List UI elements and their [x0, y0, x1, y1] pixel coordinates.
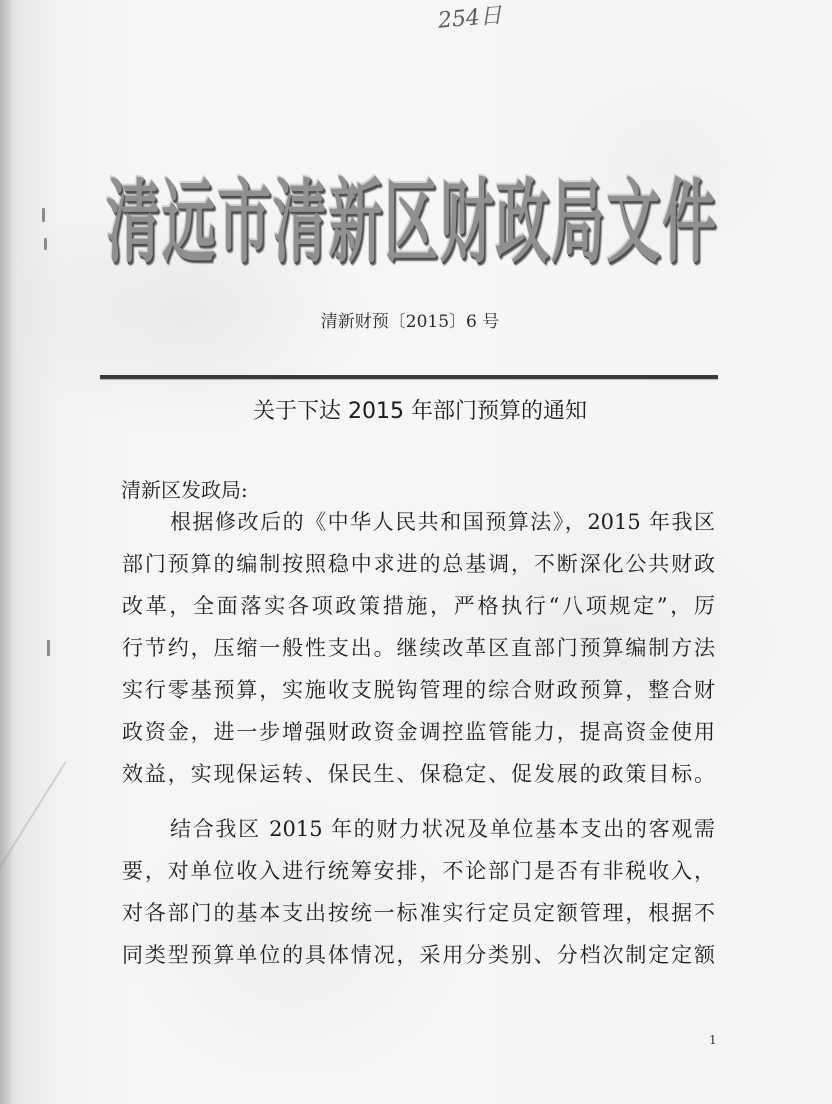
body-line-2: 部门预算的编制按照稳中求进的总基调，不断深化公共财政 [122, 552, 715, 576]
notice-addressee: 清新区发政局: [121, 478, 248, 502]
staple-mark-middle [47, 640, 50, 656]
body-line-8: 结合我区 2015 年的财力状况及单位基本支出的客观需 [170, 817, 715, 841]
body-line-7: 效益，实现保运转、保民生、保稳定、促发展的政策目标。 [122, 762, 715, 786]
staple-mark-top-lower [44, 238, 47, 250]
body-line-6: 政资金，进一步增强财政资金调控监管能力，提高资金使用 [122, 720, 715, 744]
document-number: 清新财预〔2015〕6 号 [320, 312, 500, 332]
staple-mark-top [42, 208, 45, 222]
body-line-10: 对各部门的基本支出按统一标准实行定员定额管理，根据不 [122, 901, 715, 925]
header-divider [100, 375, 718, 379]
body-line-9: 要，对单位收入进行统筹安排，不论部门是否有非税收入， [122, 859, 715, 883]
handwritten-note: 254日 [436, 3, 503, 34]
body-line-5: 实行零基预算，实施收支脱钩管理的综合财政预算，整合财 [122, 678, 715, 702]
body-line-4: 行节约，压缩一般性支出。继续改革区直部门预算编制方法 [122, 636, 715, 660]
page-number: 1 [709, 1033, 717, 1047]
document-title: 清远市清新区财政局文件 [106, 167, 716, 276]
body-line-3: 改革，全面落实各项政策措施，严格执行“八项规定”，厉 [122, 594, 715, 618]
paper-edge-shadow [0, 0, 14, 1104]
body-line-11: 同类型预算单位的具体情况，采用分类别、分档次制定定额 [122, 943, 715, 967]
notice-heading: 关于下达 2015 年部门预算的通知 [253, 399, 587, 424]
body-line-1: 根据修改后的《中华人民共和国预算法》，2015 年我区 [170, 510, 715, 534]
